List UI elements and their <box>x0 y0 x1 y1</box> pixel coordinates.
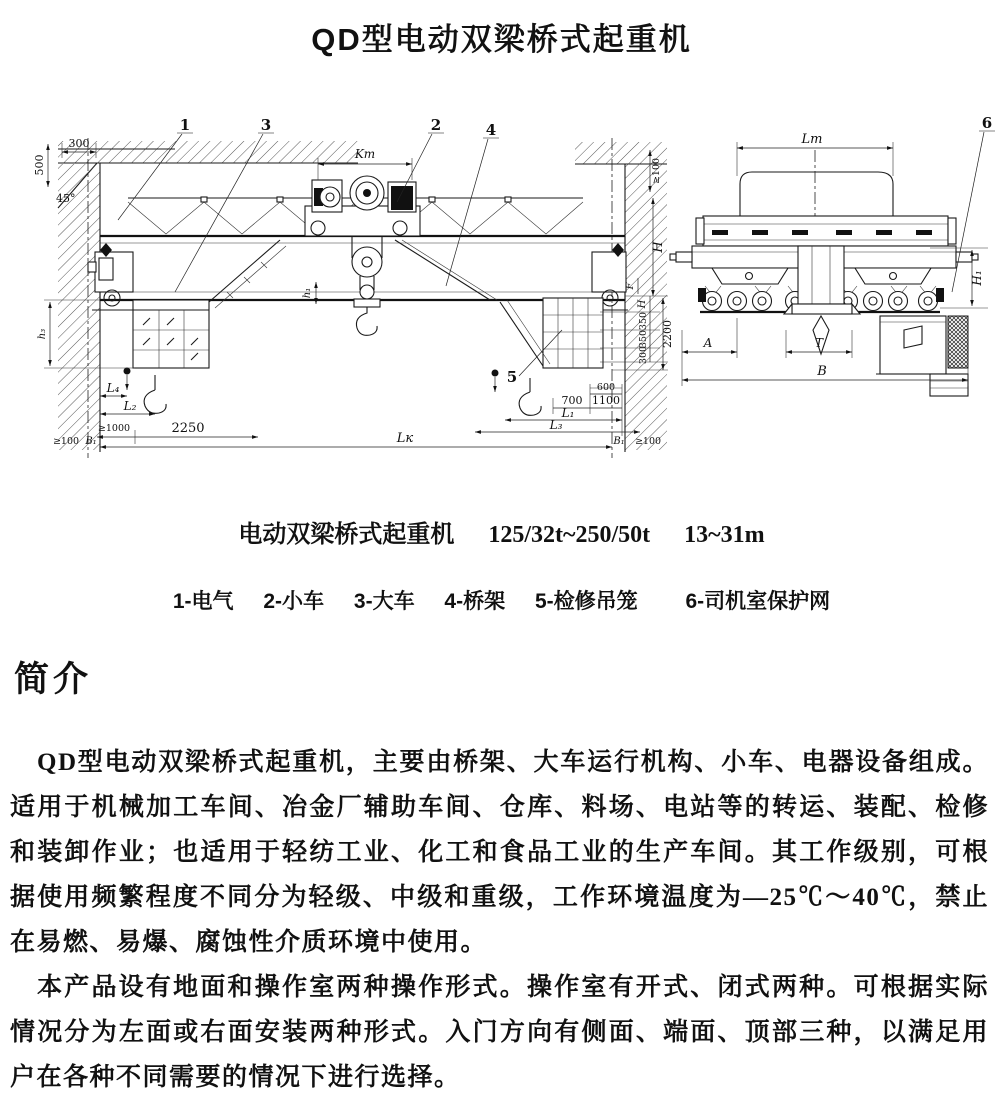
dim-350-a: 350 <box>638 311 649 331</box>
callout-5: 5 <box>506 368 518 386</box>
cab-stairway <box>209 240 286 308</box>
intro-body <box>10 740 989 1100</box>
dim-h3: h₃ <box>37 328 48 340</box>
dim-500: 500 <box>33 154 46 176</box>
dim-ge100-bottom-left: ≥100 <box>52 436 80 447</box>
dim-A: A <box>703 336 713 350</box>
dim-300-b: 300 <box>638 345 649 365</box>
dim-L4: L₄ <box>106 381 120 395</box>
crane-technical-drawing <box>0 0 1003 470</box>
legend-item-5: 5-检修吊笼 <box>534 590 638 613</box>
dim-F: F <box>625 282 636 290</box>
dim-L3: L₃ <box>549 418 563 432</box>
end-view-cab <box>876 316 968 396</box>
dim-2250: 2250 <box>171 421 205 436</box>
callout-6: 6 <box>981 114 993 132</box>
maintenance-cage <box>500 298 603 368</box>
dim-H1: H₁ <box>970 270 984 286</box>
legend-item-4: 4-桥架 <box>444 590 506 613</box>
dim-700: 700 <box>561 394 583 407</box>
dim-ge1000: ≥1000 <box>97 423 131 434</box>
legend-item-2: 2-小车 <box>263 590 325 613</box>
legend-item-3: 3-大车 <box>353 590 415 613</box>
dim-ge100-top: ≥100 <box>651 157 662 185</box>
dim-Lt: Lт <box>801 132 823 147</box>
dim-B1-left: B₁ <box>85 436 97 447</box>
dim-600: 600 <box>596 382 616 393</box>
page-title: QD型电动双梁桥式起重机 <box>311 22 692 57</box>
dim-L1: L₁ <box>561 406 575 420</box>
floor-hooks <box>124 368 542 416</box>
caption-product: 电动双梁桥式起重机 <box>238 522 455 548</box>
dim-ge100-bottom-right: ≥100 <box>634 436 662 447</box>
dim-1100: 1100 <box>592 394 620 407</box>
trolley <box>305 176 420 236</box>
figure-legend <box>0 585 1003 615</box>
dim-B: B <box>817 364 827 379</box>
dim-h1: h₁ <box>302 287 313 299</box>
dim-2200: 2200 <box>661 320 674 348</box>
dim-Lk: Lк <box>396 431 414 446</box>
caption-capacity: 125/32t~250/50t <box>488 522 651 548</box>
dim-T: T <box>814 336 824 350</box>
intro-paragraph-1: QD型电动双梁桥式起重机，主要由桥架、大车运行机构、小车、电器设备组成。适用于机械加工车间、冶金厂辅助车间、仓库、料场、电站等的转运、装配、检修和装卸作业；也适用于轻纺工业、化工和食品工业的生产车间。其工作级别，可根据使用频繁程度不同分为轻级、中级和重级，工作环境温度为—25℃～40℃，禁止在易燃、易爆、腐蚀性介质环境中使用。 <box>10 749 989 956</box>
callout-4: 4 <box>485 121 497 139</box>
dim-350-b: 350 <box>638 329 649 349</box>
driver-cab <box>133 300 209 368</box>
figure-caption <box>0 514 1003 549</box>
end-view <box>670 114 995 396</box>
front-view <box>33 116 674 458</box>
legend-item-1: 1-电气 <box>172 590 234 613</box>
dim-kt: Kт <box>354 147 376 161</box>
caption-span-range: 13~31m <box>684 522 765 548</box>
callout-2: 2 <box>430 116 442 134</box>
section-heading: 简介 <box>14 660 93 699</box>
dim-300: 300 <box>68 137 90 150</box>
callout-3: 3 <box>260 116 272 134</box>
dim-B1-right: B₁ <box>613 436 625 447</box>
trolley-silhouette <box>740 172 893 216</box>
main-hook-block <box>352 236 382 335</box>
intro-paragraph-2: 本产品设有地面和操作室两种操作形式。操作室有开式、闭式两种。可根据实际情况分为左面或右面安装两种形式。入门方向有侧面、端面、顶部三种，以满足用户在各种不同需要的情况下进行选择。 <box>10 974 989 1091</box>
legend-item-6: 6-司机室保护网 <box>685 590 831 613</box>
dim-H: H <box>651 241 666 253</box>
dim-45deg: 45° <box>56 192 76 205</box>
callout-1: 1 <box>179 116 191 134</box>
dim-H-small: H <box>637 299 648 309</box>
dim-L2: L₂ <box>123 399 137 413</box>
